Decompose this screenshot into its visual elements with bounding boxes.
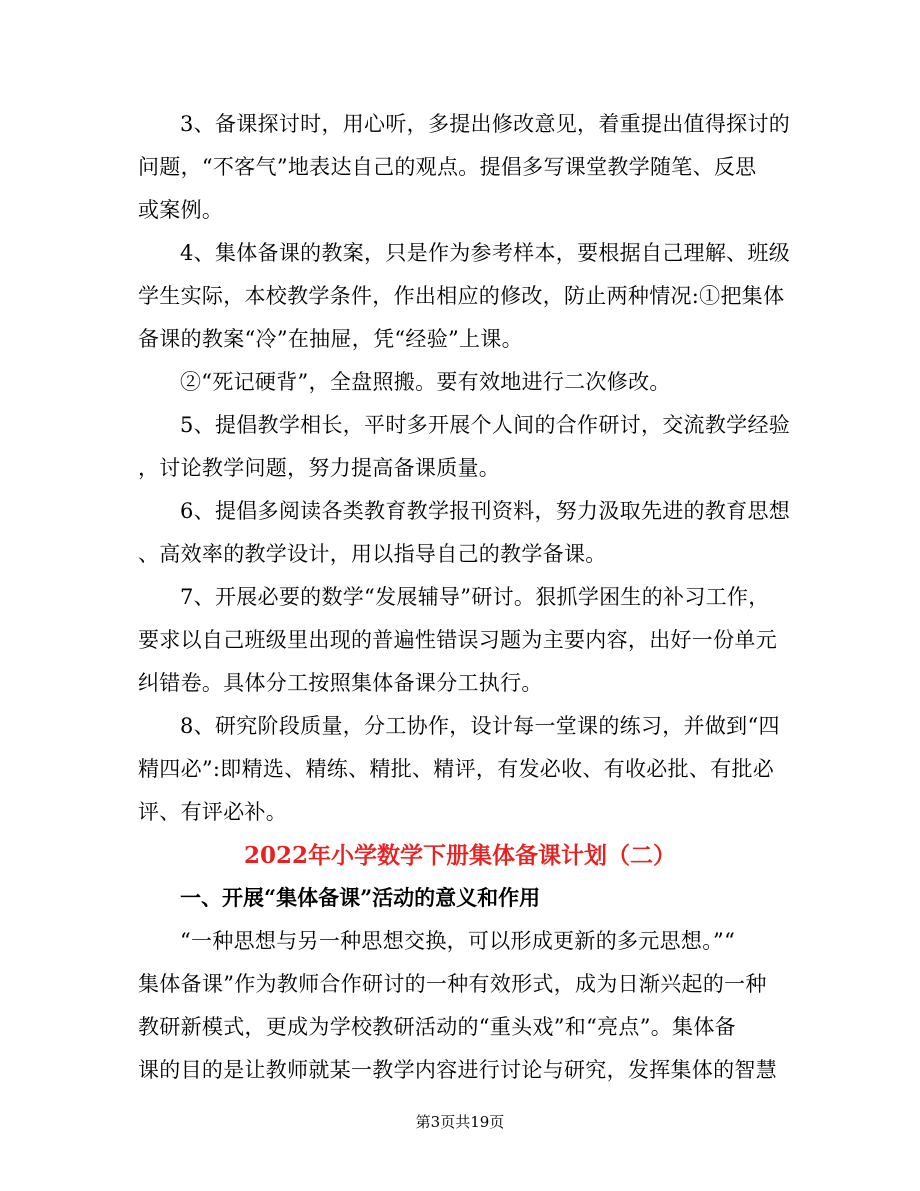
body-text-line: 课的目的是让教师就某一教学内容进行讨论与研究，发挥集体的智慧	[138, 1058, 777, 1082]
body-text-line: 或案例。	[138, 198, 224, 222]
body-text-line: 8、研究阶段质量，分工协作，设计每一堂课的练习，并做到“四	[180, 714, 780, 738]
body-text-line: 7、开展必要的数学“发展辅导”研讨。狠抓学困生的补习工作，	[180, 585, 770, 609]
body-text-line: 备课的教案“冷”在抽屉，凭“经验”上课。	[138, 327, 523, 351]
subheading: 一、开展“集体备课”活动的意义和作用	[180, 885, 541, 910]
body-text-line: 问题，“不客气”地表达自己的观点。提倡多写课堂教学随笔、反思	[138, 155, 757, 179]
body-text-line: 5、提倡教学相长，平时多开展个人间的合作研讨，交流教学经验	[180, 413, 791, 437]
body-text-line: 、高效率的教学设计，用以指导自己的教学备课。	[138, 542, 607, 566]
body-text-line: 6、提倡多阅读各类教育教学报刊资料，努力汲取先进的教育思想	[180, 499, 791, 523]
body-text-line: “一种思想与另一种思想交换，可以形成更新的多元思想。”“	[180, 929, 736, 953]
body-text-line: ，讨论教学问题，努力提高备课质量。	[138, 456, 501, 480]
body-text-line: 精四必”:即精选、精练、精批、精评，有发必收、有收必批、有批必	[138, 757, 775, 781]
page-number: 第3页共19页	[415, 1113, 505, 1131]
body-text-line: 4、集体备课的教案，只是作为参考样本，要根据自己理解、班级	[180, 241, 791, 265]
body-text-line: ②“死记硬背”，全盘照搬。要有效地进行二次修改。	[180, 370, 671, 394]
body-text-line: 3、备课探讨时，用心听，多提出修改意见，着重提出值得探讨的	[180, 112, 791, 136]
body-text-line: 教研新模式，更成为学校教研活动的“重头戏”和“亮点”。集体备	[138, 1015, 736, 1039]
body-text-line: 学生实际，本校教学条件，作出相应的修改，防止两种情况:①把集体	[138, 284, 785, 308]
body-text-line: 评、有评必补。	[138, 800, 288, 824]
body-text-line: 集体备课”作为教师合作研讨的一种有效形式，成为日渐兴起的一种	[138, 972, 767, 996]
section-title: 2022年小学数学下册集体备课计划（二）	[243, 842, 676, 869]
body-text-line: 纠错卷。具体分工按照集体备课分工执行。	[138, 671, 543, 695]
body-text-line: 要求以自己班级里出现的普遍性错误习题为主要内容，出好一份单元	[138, 628, 777, 652]
